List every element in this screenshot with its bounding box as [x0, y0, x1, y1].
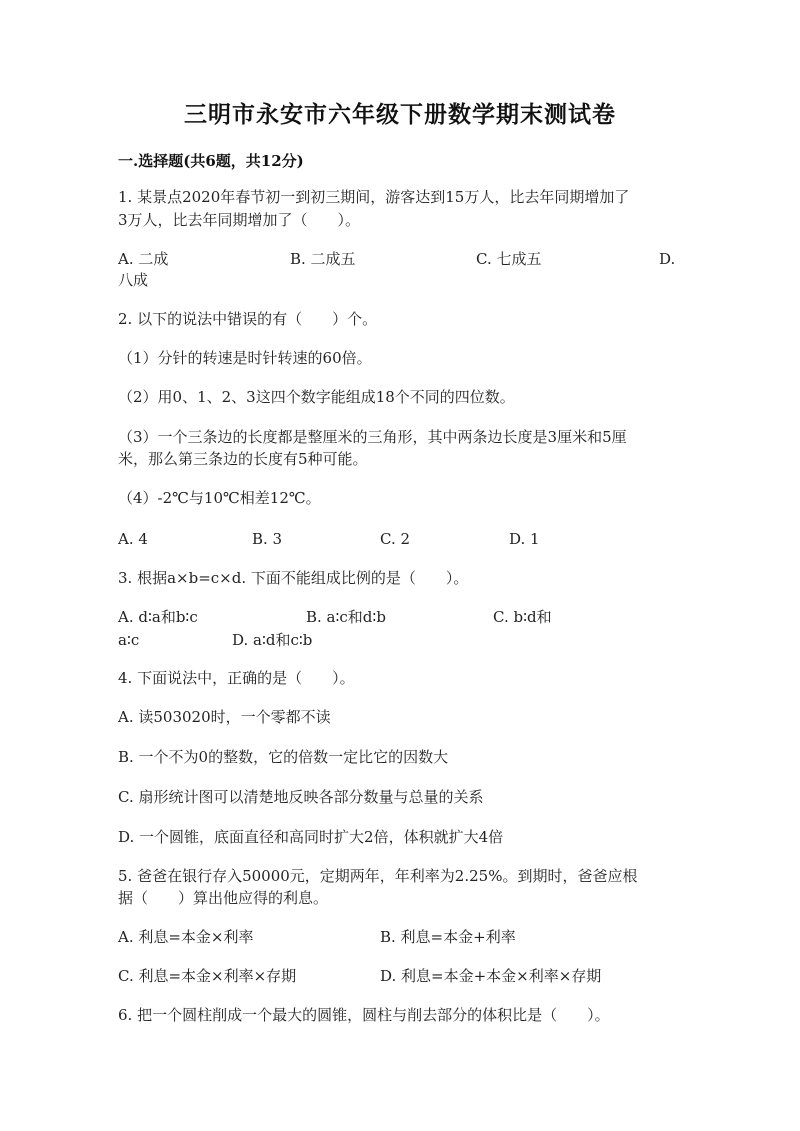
question-4-option-b: B. 一个不为0的整数，它的倍数一定比它的因数大: [118, 748, 449, 766]
question-2-option-c: C. 2: [380, 530, 411, 548]
question-5-option-c: C. 利息=本金×利率×存期: [118, 967, 297, 985]
question-4-stem: 4. 下面说法中，正确的是（ ）。: [118, 669, 355, 687]
question-2-statement-3-line1: （3）一个三条边的长度都是整厘米的三角形，其中两条边长度是3厘米和5厘: [118, 428, 627, 446]
question-3-option-d: D. a∶d和c∶b: [232, 631, 313, 649]
question-1-option-b: B. 二成五: [290, 250, 356, 268]
section-heading: 一.选择题(共6题，共12分): [118, 152, 304, 170]
question-2-statement-1: （1）分针的转速是时针转速的60倍。: [118, 349, 372, 367]
question-5-option-b: B. 利息=本金+利率: [380, 928, 516, 946]
question-2-statement-2: （2）用0、1、2、3这四个数字能组成18个不同的四位数。: [118, 388, 515, 406]
question-5-stem-line1: 5. 爸爸在银行存入50000元，定期两年，年利率为2.25%。到期时，爸爸应根: [118, 867, 638, 885]
question-1-option-d: D.: [659, 250, 676, 268]
question-2-statement-3-line2: 米，那么第三条边的长度有5种可能。: [118, 450, 368, 468]
page-title: 三明市永安市六年级下册数学期末测试卷: [184, 101, 616, 128]
question-2-option-b: B. 3: [252, 530, 283, 548]
question-5-stem-line2: 据（ ）算出他应得的利息。: [118, 889, 329, 907]
question-1-stem-line1: 1. 某景点2020年春节初一到初三期间，游客达到15万人，比去年同期增加了: [118, 188, 630, 206]
question-1-option-a: A. 二成: [118, 250, 169, 268]
question-4-option-d: D. 一个圆锥，底面直径和高同时扩大2倍，体积就扩大4倍: [118, 828, 504, 846]
question-4-option-a: A. 读503020时，一个零都不读: [118, 708, 331, 726]
question-4-option-c: C. 扇形统计图可以清楚地反映各部分数量与总量的关系: [118, 788, 484, 806]
question-3-option-c-text: a∶c: [118, 631, 140, 649]
question-2-stem: 2. 以下的说法中错误的有（ ）个。: [118, 310, 378, 328]
question-5-option-d: D. 利息=本金+本金×利率×存期: [380, 967, 602, 985]
question-1-option-d-text: 八成: [118, 271, 149, 289]
question-3-option-b: B. a∶c和d∶b: [306, 608, 386, 626]
question-5-option-a: A. 利息=本金×利率: [118, 928, 254, 946]
question-2-option-d: D. 1: [509, 530, 540, 548]
question-2-option-a: A. 4: [118, 530, 148, 548]
question-1-stem-line2: 3万人，比去年同期增加了（ ）。: [118, 211, 361, 229]
question-3-option-a: A. d∶a和b∶c: [118, 608, 198, 626]
question-6-stem: 6. 把一个圆柱削成一个最大的圆锥，圆柱与削去部分的体积比是（ ）。: [118, 1006, 610, 1024]
question-1-option-c: C. 七成五: [476, 250, 542, 268]
question-3-option-c: C. b∶d和: [493, 608, 552, 626]
question-3-stem: 3. 根据a×b=c×d. 下面不能组成比例的是（ ）。: [118, 569, 469, 587]
question-2-statement-4: （4）-2℃与10℃相差12℃。: [118, 489, 321, 507]
